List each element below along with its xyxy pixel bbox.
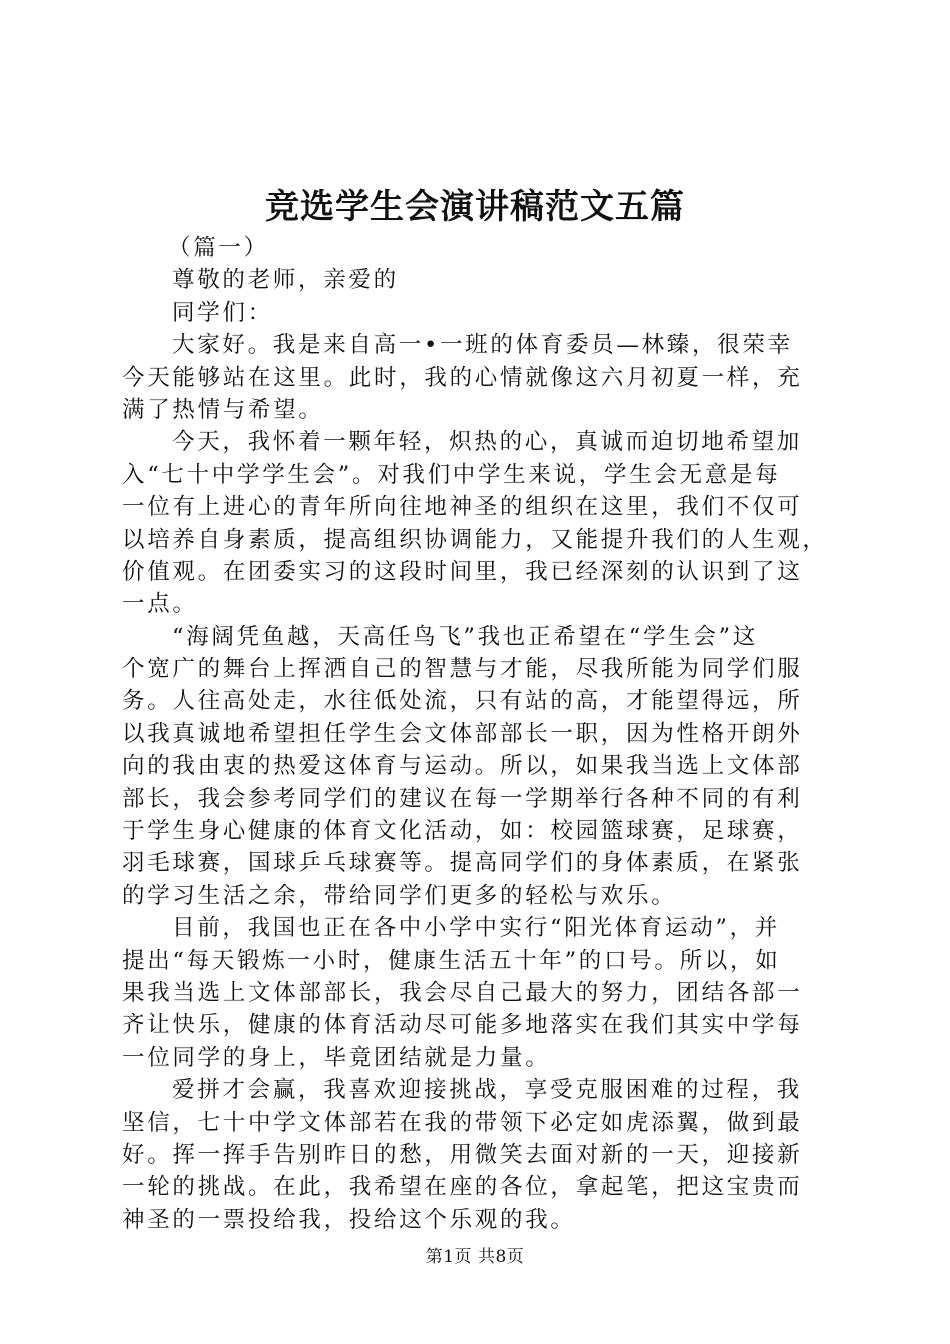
paragraph-2-line-2: 入“七十中学学生会”。对我们中学生来说，学生会无意是每 (122, 461, 781, 488)
document-body (122, 232, 834, 1236)
paragraph-4-line-4: 齐让快乐，健康的体育活动尽可能多地落实在我们其实中学每 (122, 1012, 803, 1039)
paragraph-3-line-6: 部长，我会参考同学们的建议在每一学期举行各种不同的有利 (122, 785, 803, 812)
salutation-line-2: 同学们： (172, 299, 273, 326)
paragraph-2-line-1: 今天，我怀着一颗年轻，炽热的心，真诚而迫切地希望加 (172, 429, 803, 456)
paragraph-5-line-3: 好。挥一挥手告别昨日的愁，用微笑去面对新的一天，迎接新 (122, 1141, 803, 1168)
paragraph-3-line-1: “海阔凭鱼越，天高任鸟飞”我也正希望在“学生会”这 (172, 623, 759, 650)
paragraph-3-line-4: 以我真诚地希望担任学生会文体部部长一职，因为性格开朗外 (122, 720, 803, 747)
paragraph-1-line-3: 满了热情与希望。 (122, 396, 324, 423)
paragraph-2-line-4: 以培养自身素质，提高组织协调能力，又能提升我们的人生观， (122, 526, 828, 553)
paragraph-2-line-5: 价值观。在团委实习的这段时间里，我已经深刻的认识到了这 (122, 558, 803, 585)
paragraph-2-line-3: 一位有上进心的青年所向往地神圣的组织在这里，我们不仅可 (122, 494, 803, 521)
paragraph-1-line-2: 今天能够站在这里。此时，我的心情就像这六月初夏一样，充 (122, 364, 803, 391)
paragraph-3-line-3: 务。人往高处走，水往低处流，只有站的高，才能望得远，所 (122, 688, 803, 715)
paragraph-5-line-4: 一轮的挑战。在此，我希望在座的各位，拿起笔，把这宝贵而 (122, 1174, 803, 1201)
paragraph-1-line-1: 大家好。我是来自高一•一班的体育委员—林臻，很荣幸 (172, 332, 793, 359)
paragraph-4-line-1: 目前，我国也正在各中小学中实行“阳光体育运动”，并 (172, 915, 781, 942)
document-title: 竞选学生会演讲稿范文五篇 (265, 187, 685, 227)
paragraph-2-line-6: 一点。 (122, 591, 198, 618)
paragraph-3-line-5: 向的我由衷的热爱这体育与运动。所以，如果我当选上文体部 (122, 753, 803, 780)
section-label: （篇一） (168, 235, 269, 261)
paragraph-3-line-8: 羽毛球赛，国球乒乓球赛等。提高同学们的身体素质，在紧张 (122, 850, 803, 877)
paragraph-5-line-2: 坚信，七十中学文体部若在我的带领下必定如虎添翼，做到最 (122, 1109, 803, 1136)
paragraph-3-line-7: 于学生身心健康的体育文化活动，如：校园篮球赛，足球赛， (122, 818, 803, 845)
paragraph-3-line-2: 个宽广的舞台上挥洒自己的智慧与才能，尽我所能为同学们服 (122, 656, 803, 683)
paragraph-4-line-3: 果我当选上文体部部长，我会尽自己最大的努力，团结各部一 (122, 979, 803, 1006)
paragraph-4-line-5: 一位同学的身上，毕竟团结就是力量。 (122, 1044, 551, 1071)
page-footer: 第1页 共8页 (425, 1247, 525, 1267)
paragraph-5-line-5: 神圣的一票投给我，投给这个乐观的我。 (122, 1206, 576, 1233)
paragraph-5-line-1: 爱拼才会赢，我喜欢迎接挑战，享受克服困难的过程，我 (172, 1077, 803, 1104)
paragraph-4-line-2: 提出“每天锻炼一小时，健康生活五十年”的口号。所以，如 (122, 947, 781, 974)
salutation-line-1: 尊敬的老师，亲爱的 (172, 267, 399, 294)
paragraph-3-line-9: 的学习生活之余，带给同学们更多的轻松与欢乐。 (122, 882, 677, 909)
